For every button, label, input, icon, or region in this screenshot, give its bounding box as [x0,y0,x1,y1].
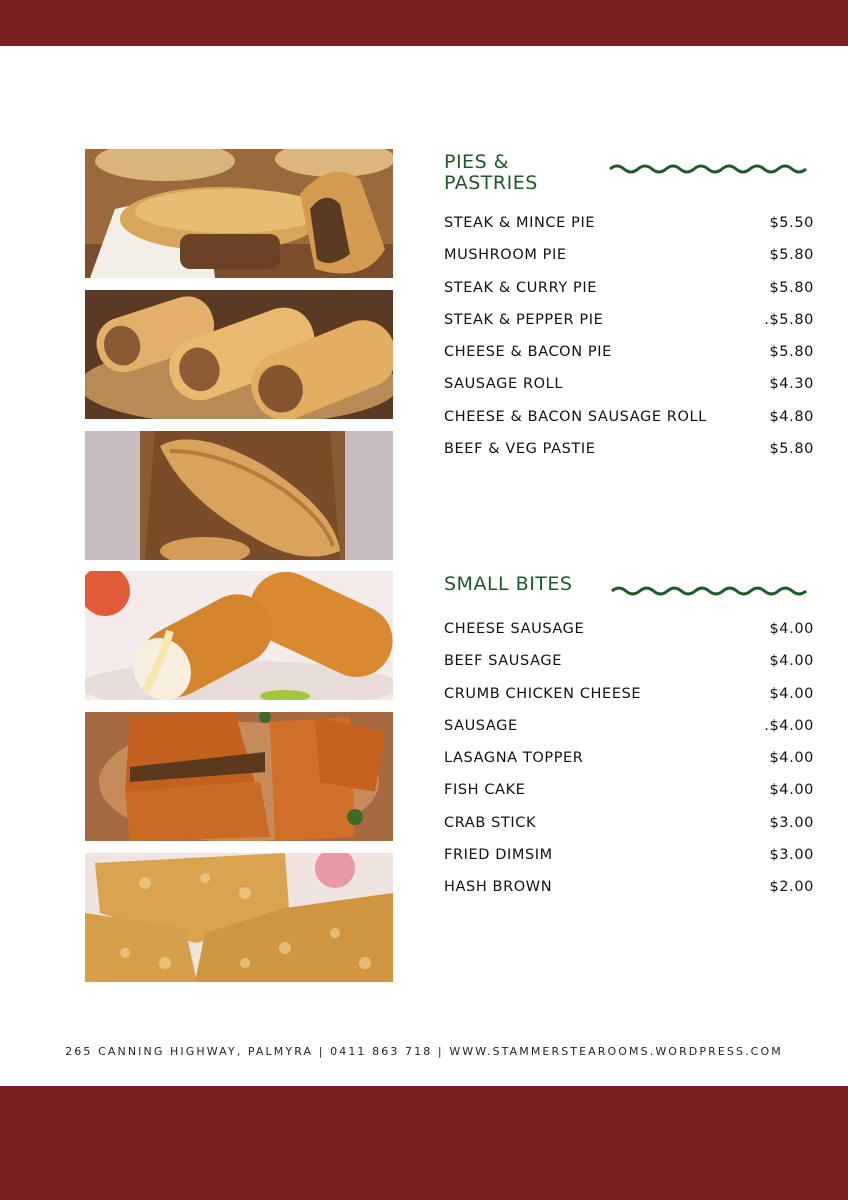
item-price: $5.80 [769,344,814,361]
menu-item [444,280,814,312]
item-name: STEAK & PEPPER PIE [444,311,604,328]
item-name: BEEF & VEG PASTIE [444,441,596,458]
item-name: HASH BROWN [444,879,553,896]
cheese-sausage-photo [85,571,393,700]
menu-item [444,879,814,911]
menu-item [444,247,814,279]
item-price: $5.50 [769,215,814,231]
menu-item [444,686,814,718]
footer-website-link[interactable]: WWW.STAMMERSTEAROOMS.WORDPRESS.COM [449,1045,783,1058]
item-name: CRAB STICK [444,814,537,831]
footer-separator: | [432,1045,450,1058]
menu-item [444,215,814,247]
menu-item [444,653,814,685]
footer-separator: | [313,1045,331,1058]
item-name: CHEESE & BACON PIE [444,344,612,361]
item-name: CHEESE SAUSAGE [444,621,585,637]
menu-item [444,750,814,782]
item-price: $4.00 [769,685,814,702]
item-name: LASAGNA TOPPER [444,750,584,767]
item-price: $5.80 [769,279,814,296]
menu-item [444,376,814,408]
menu-item [444,441,814,473]
footer-contact [0,1045,848,1058]
item-price: $4.80 [769,408,814,425]
item-name: CHEESE & BACON SAUSAGE ROLL [444,408,707,425]
menu-item [444,847,814,879]
menu-item [444,718,814,750]
menu-item [444,409,814,441]
footer-address: 265 CANNING HIGHWAY, PALMYRA [65,1045,314,1058]
heading-line-2: PASTRIES [444,172,538,194]
item-name: SAUSAGE ROLL [444,376,563,393]
small-bites-heading [444,574,572,595]
item-price: $3.00 [769,814,814,831]
item-name: STEAK & MINCE PIE [444,215,596,231]
pies-pastries-heading [444,152,538,194]
item-price: $4.00 [769,653,814,670]
small-bites-list [444,621,814,912]
menu-item [444,312,814,344]
hash-browns-photo [85,853,393,982]
item-price: .$4.00 [764,717,814,734]
meat-pies-photo [85,149,393,278]
item-price: $4.00 [769,782,814,799]
wave-divider-icon [610,585,812,597]
item-price: .$5.80 [764,311,814,328]
pastie-photo [85,431,393,560]
pies-pastries-list [444,215,814,473]
item-price: $5.80 [769,247,814,264]
menu-item [444,815,814,847]
item-price: $4.00 [769,621,814,637]
wave-divider-icon [608,163,812,175]
item-name: FISH CAKE [444,782,526,799]
item-price: $4.30 [769,376,814,393]
item-name: SAUSAGE [444,717,518,734]
item-name: STEAK & CURRY PIE [444,279,597,296]
item-name: FRIED DIMSIM [444,847,553,864]
bottom-banner [0,1086,848,1200]
item-price: $5.80 [769,441,814,458]
menu-item [444,782,814,814]
item-name: MUSHROOM PIE [444,247,567,264]
footer-phone: 0411 863 718 [330,1045,433,1058]
item-price: $2.00 [769,879,814,896]
top-banner [0,0,848,46]
item-name: BEEF SAUSAGE [444,653,562,670]
heading-line-1: SMALL BITES [444,573,573,595]
item-price: $3.00 [769,847,814,864]
crumbed-bites-photo [85,712,393,841]
item-name: CRUMB CHICKEN CHEESE [444,685,642,702]
menu-item [444,621,814,653]
menu-item [444,344,814,376]
sausage-rolls-photo [85,290,393,419]
item-price: $4.00 [769,750,814,767]
heading-line-1: PIES & [444,151,509,173]
